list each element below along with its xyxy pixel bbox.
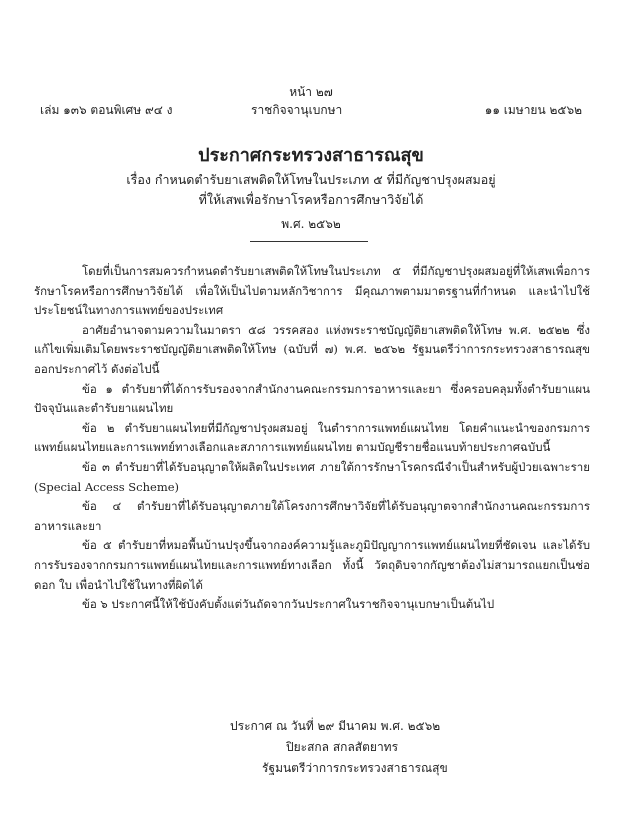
announcement-date: ประกาศ ณ วันที่ ๒๙ มีนาคม พ.ศ. ๒๕๖๒ [230,719,441,733]
gazette-header [0,101,622,117]
volume-info: เล่ม ๑๓๖ ตอนพิเศษ ๙๔ ง [40,103,173,117]
document-title: ประกาศกระทรวงสาธารณสุข [198,145,424,166]
gazette-name: ราชกิจจานุเบกษา [251,103,343,117]
paragraph-preamble: โดยที่เป็นการสมควรกำหนดตำรับยาเสพติดให้โทษในประเภท ๕ ที่มีกัญชาปรุงผสมอยู่ที่ให้เสพเพื่อการรักษาโรคหรือการศึกษาวิจัยได้ เพื่อให้เป็นไปตามหลักวิชาการ มีคุณภาพตามมาตรฐานที่กำหนด และนำไปใช้ประโยชน์ในทางการแพทย์ของประเทศ [34,264,590,318]
title-divider [250,241,368,242]
subject-line-1: เรื่อง กำหนดตำรับยาเสพติดให้โทษในประเภท ๕ ที่มีกัญชาปรุงผสมอยู่ [126,172,496,187]
publish-date: ๑๑ เมษายน ๒๕๖๒ [484,103,582,117]
document-subject [0,170,622,210]
paragraph-clause-2: ข้อ ๒ ตำรับยาแผนไทยที่มีกัญชาปรุงผสมอยู่ ในตำราการแพทย์แผนไทย โดยคำแนะนำของกรมการแพทย์แผนไทยและการแพทย์ทางเลือกและสภาการแพทย์แผนไทย ตามบัญชีรายชื่อแนบท้ายประกาศฉบับนี้ [34,420,590,455]
paragraph-clause-3: ข้อ ๓ ตำรับยาที่ได้รับอนุญาตให้ผลิตในประเทศ ภายใต้การรักษาโรคกรณีจำเป็นสำหรับผู้ป่วยเฉพาะราย (Special Access Scheme) [34,459,590,494]
document-year: พ.ศ. ๒๕๖๒ [281,217,341,231]
paragraph-authority: อาศัยอำนาจตามความในมาตรา ๕๘ วรรคสอง แห่งพระราชบัญญัติยาเสพติดให้โทษ พ.ศ. ๒๕๒๒ ซึ่งแก้ไขเพิ่มเติมโดยพระราชบัญญัติยาเสพติดให้โทษ (ฉบับที่ ๗) พ.ศ. ๒๕๖๒ รัฐมนตรีว่าการกระทรวงสาธารณสุขออกประกาศไว้ ดังต่อไปนี้ [34,322,590,376]
signer-name: ปิยะสกล สกลสัตยาทร [286,740,399,754]
document-body [34,262,590,615]
paragraph-clause-1: ข้อ ๑ ตำรับยาที่ได้การรับรองจากสำนักงานคณะกรรมการอาหารและยา ซึ่งครอบคลุมทั้งตำรับยาแผนปัจจุบันและตำรับยาแผนไทย [34,381,590,416]
subject-line-2: ที่ให้เสพเพื่อรักษาโรคหรือการศึกษาวิจัยได้ [198,192,424,207]
signature-block [230,716,490,779]
paragraph-clause-6: ข้อ ๖ ประกาศนี้ให้ใช้บังคับตั้งแต่วันถัดจากวันประกาศในราชกิจจานุเบกษาเป็นต้นไป [82,597,495,612]
paragraph-clause-5: ข้อ ๕ ตำรับยาที่หมอพื้นบ้านปรุงขึ้นจากองค์ความรู้และภูมิปัญญาการแพทย์แผนไทยที่ชัดเจน และได้รับการรับรองจากกรมการแพทย์แผนไทยและการแพทย์ทางเลือก ทั้งนี้ วัตถุดิบจากกัญชาต้องไม่สามารถแยกเป็นช่อดอก ใบ เพื่อนำไปใช้ในทางที่ผิดได้ [34,538,590,592]
signer-position: รัฐมนตรีว่าการกระทรวงสาธารณสุข [262,761,448,775]
paragraph-clause-4: ข้อ ๔ ตำรับยาที่ได้รับอนุญาตภายใต้โครงการศึกษาวิจัยที่ได้รับอนุญาตจากสำนักงานคณะกรรมการอาหารและยา [34,499,590,533]
page-number: หน้า ๒๗ [289,85,333,99]
